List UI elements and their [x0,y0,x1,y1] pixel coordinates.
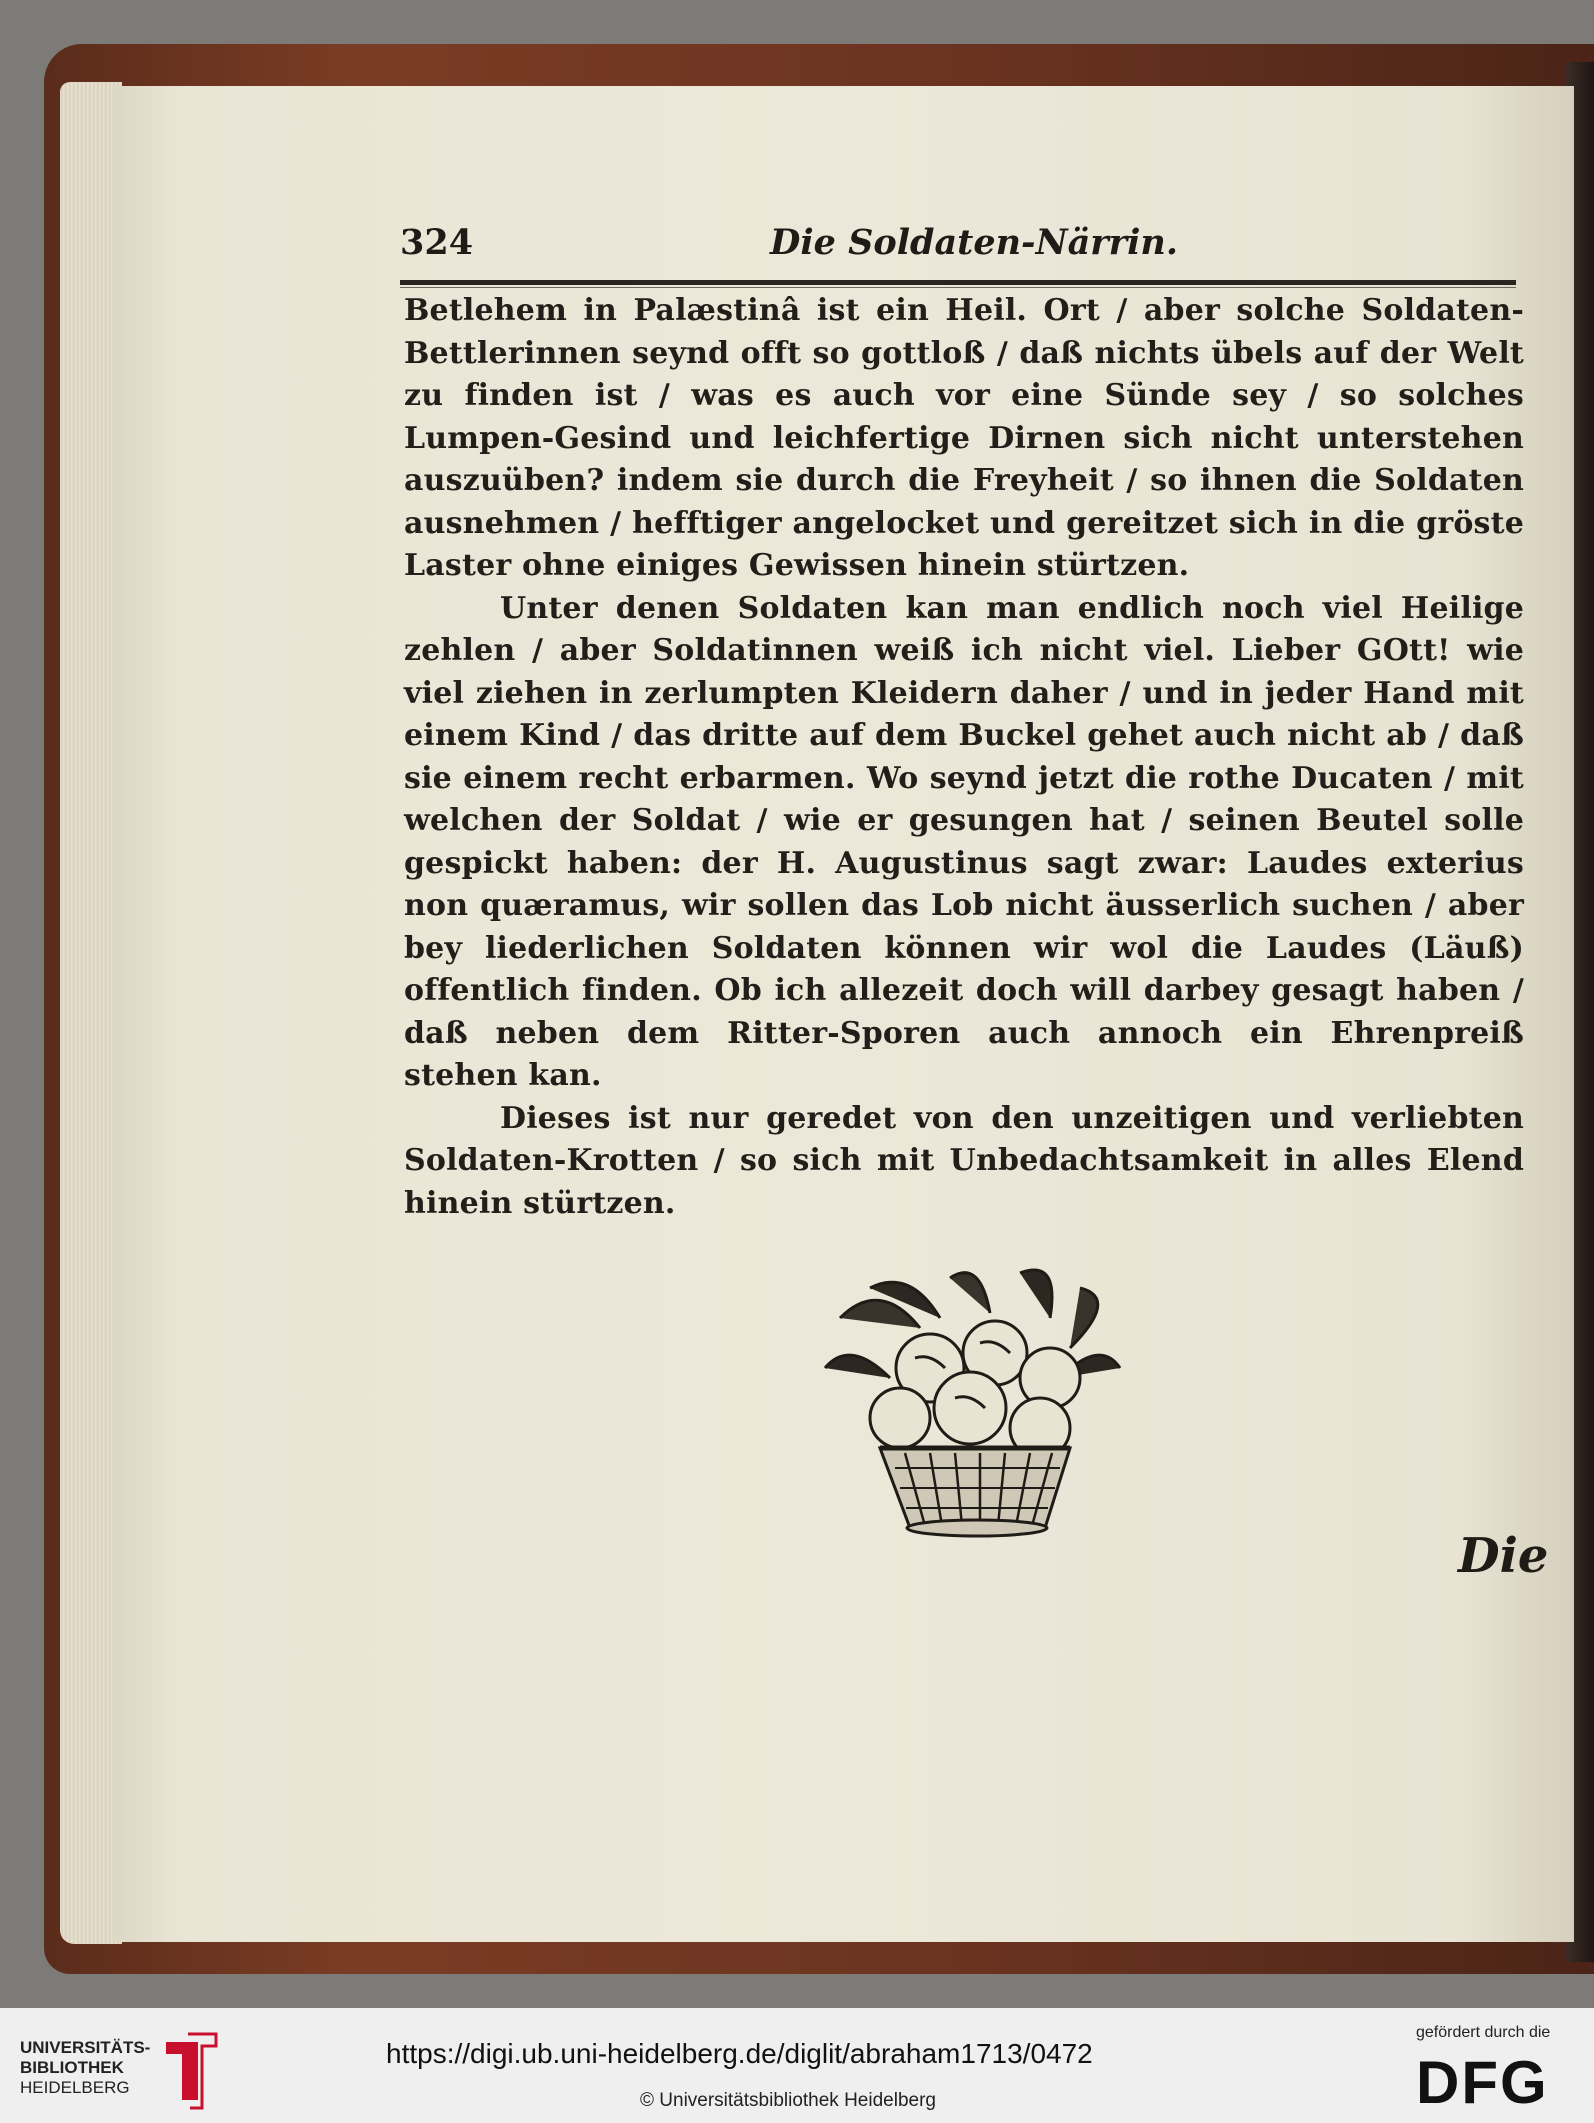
paragraph-3: Dieses ist nur geredet von den unzeitigen und verliebten Soldaten-Krotten / so sich mit Unbedachtsamkeit in alles Elend hinein stürtzen. [404,1100,1524,1221]
body-text [404,290,1524,1225]
library-name-line2: BIBLIOTHEK [20,2058,124,2077]
fruit-basket-woodcut-icon [820,1258,1132,1538]
running-head [400,222,1520,280]
header-rule [400,280,1516,285]
library-name-line3: HEIDELBERG [20,2078,130,2097]
library-emblem-icon [158,2030,220,2112]
paragraph-2: Unter denen Soldaten kan man endlich noch viel Heilige zehlen / aber Soldatinnen weiß ich nicht viel. Lieber GOtt! wie viel ziehen in zerlumpten Kleidern daher / und in jeder Hand mit einem Kind / das dritte auf dem Buckel gehet auch nicht ab / daß sie einem recht erbarmen. Wo seynd jetzt die rothe Ducaten / mit welchen der Soldat / wie er gesungen hat / seinen Beutel solle gespickt haben: der H. Augustinus sagt zwar: Laudes exterius non quæramus, wir sollen das Lob nicht äusserlich suchen / aber bey liederlichen Soldaten können wir wol die Laudes (Läuß) offentlich finden. Ob ich allezeit doch will darbey gesagt haben / daß neben dem Ritter-Sporen auch annoch ein Ehrenpreiß stehen kan. [404,590,1524,1093]
library-name-line1: UNIVERSITÄTS- [20,2038,151,2057]
header-rule-thin [400,287,1516,288]
running-title: Die Soldaten-Närrin. [770,222,1179,263]
funding-note: gefördert durch die [1416,2024,1551,2041]
library-logo[interactable] [20,2038,150,2098]
permalink-url[interactable]: https://digi.ub.uni-heidelberg.de/diglit/abraham1713/0472 [386,2038,1093,2069]
catchword: Die [1458,1528,1549,1584]
dfg-logo[interactable]: DFG [1416,2049,1549,2116]
paragraph-1: Betlehem in Palæstinâ ist ein Heil. Ort / aber solche Soldaten-Bettlerinnen seynd offt so gottloß / daß nichts übels auf der Welt zu finden ist / was es auch vor eine Sünde sey / so solches Lumpen-Gesind und leichfertige Dirnen sich nicht unterstehen auszuüben? indem sie durch die Freyheit / so ihnen die Soldaten ausnehmen / hefftiger angelocket und gereitzet sich in die gröste Laster ohne einiges Gewissen hinein stürtzen. [404,293,1524,583]
page-number: 324 [400,222,474,263]
viewer-footer [0,2008,1594,2123]
copyright-notice: © Universitätsbibliothek Heidelberg [640,2090,936,2111]
